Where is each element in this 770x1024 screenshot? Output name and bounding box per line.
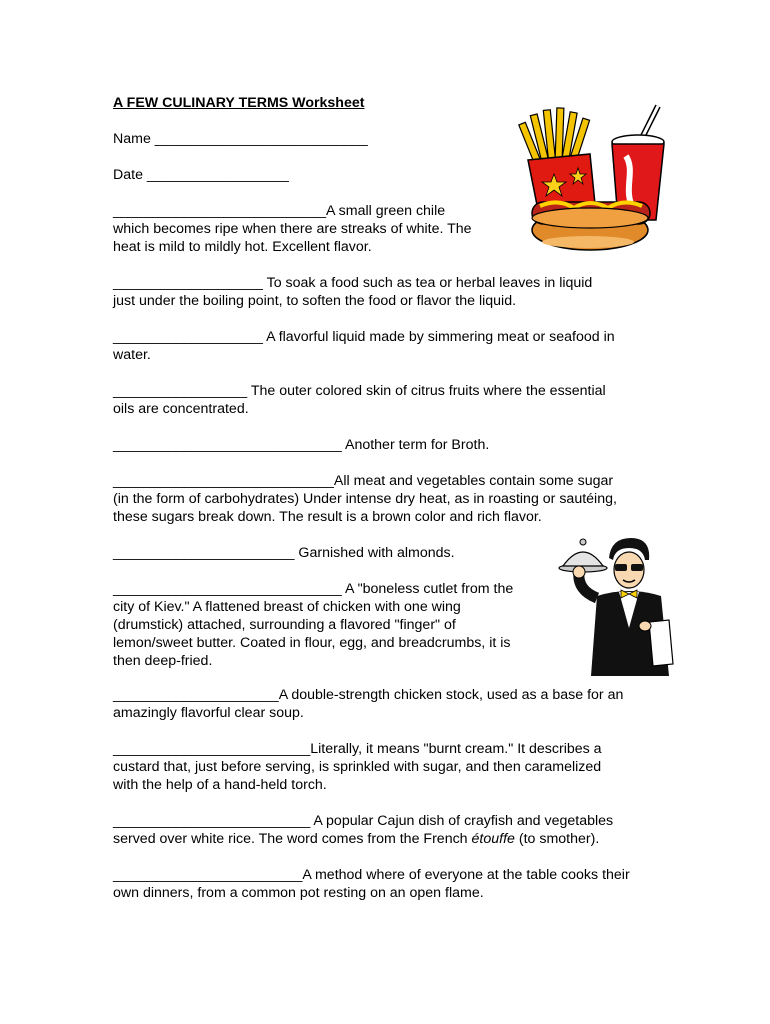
term-6-line-1[interactable]: ____________________________All meat and vegetables contain some sugar (113, 473, 614, 489)
term-4 (113, 382, 606, 418)
term-10-line-3: with the help of a hand-held torch. (113, 777, 327, 793)
name-line[interactable]: Name ___________________________ (113, 131, 368, 147)
term-3-line-1[interactable]: ___________________ A flavorful liquid made by simmering meat or seafood in (113, 329, 615, 345)
term-5-line-1[interactable]: _____________________________ Another term for Broth. (113, 437, 490, 453)
term-7 (113, 544, 455, 562)
term-1-line-2: which becomes ripe when there are streaks of white. The (113, 221, 472, 237)
term-8 (113, 580, 513, 670)
term-7-line-1[interactable]: _______________________ Garnished with almonds. (113, 545, 455, 561)
term-12 (113, 866, 630, 902)
term-11 (113, 812, 613, 848)
term-4-line-1[interactable]: _________________ The outer colored skin of citrus fruits where the essential (113, 383, 606, 399)
term-2 (113, 274, 592, 310)
term-12-line-1[interactable]: ________________________A method where of everyone at the table cooks their (113, 867, 630, 883)
term-11-line-2 (113, 830, 613, 848)
term-6-line-3: these sugars break down. The result is a brown color and rich flavor. (113, 509, 542, 525)
term-6 (113, 472, 617, 526)
term-8-line-5: then deep-fried. (113, 653, 213, 669)
date-line[interactable]: Date __________________ (113, 167, 289, 183)
term-8-line-3: (drumstick) attached, surrounding a flavored "finger" of (113, 617, 456, 633)
term-12-line-2: own dinners, from a common pot resting on an open flame. (113, 885, 484, 901)
term-10-line-2: custard that, just before serving, is sprinkled with sugar, and then caramelized (113, 759, 602, 775)
waiter-clipart (557, 534, 679, 676)
term-9-line-2: amazingly flavorful clear soup. (113, 705, 304, 721)
term-1-line-3: heat is mild to mildly hot. Excellent flavor. (113, 239, 372, 255)
term-9 (113, 686, 623, 722)
term-3 (113, 328, 615, 364)
term-11-text: served over white rice. The word comes from the French (113, 831, 472, 847)
etouffe-word: étouffe (471, 831, 515, 847)
term-8-line-4: lemon/sweet butter. Coated in flour, egg, and breadcrumbs, it is (113, 635, 511, 651)
term-6-line-2: (in the form of carbohydrates) Under intense dry heat, as in roasting or sautéing, (113, 491, 617, 507)
hot-dog-icon (532, 202, 650, 250)
term-2-line-2: just under the boiling point, to soften the food or flavor the liquid. (113, 293, 517, 309)
term-1 (113, 202, 472, 256)
term-10 (113, 740, 602, 794)
term-10-line-1[interactable]: _________________________Literally, it means "burnt cream." It describes a (113, 741, 602, 757)
term-5 (113, 436, 489, 454)
term-3-line-2: water. (113, 347, 151, 363)
term-8-line-1[interactable]: _____________________________ A "boneless cutlet from the (113, 581, 514, 597)
term-8-line-2: city of Kiev." A flattened breast of chicken with one wing (113, 599, 461, 615)
term-11-line-1[interactable]: _________________________ A popular Cajun dish of crayfish and vegetables (113, 813, 614, 829)
worksheet-title: A FEW CULINARY TERMS Worksheet (113, 95, 365, 111)
term-4-line-2: oils are concentrated. (113, 401, 249, 417)
term-11-tail: (to smother). (514, 831, 600, 847)
term-9-line-1[interactable]: _____________________A double-strength chicken stock, used as a base for an (113, 687, 624, 703)
term-2-line-1[interactable]: ___________________ To soak a food such as tea or herbal leaves in liquid (113, 275, 593, 291)
term-1-line-1[interactable]: ___________________________A small green chile (113, 203, 446, 219)
fast-food-clipart (518, 102, 668, 254)
